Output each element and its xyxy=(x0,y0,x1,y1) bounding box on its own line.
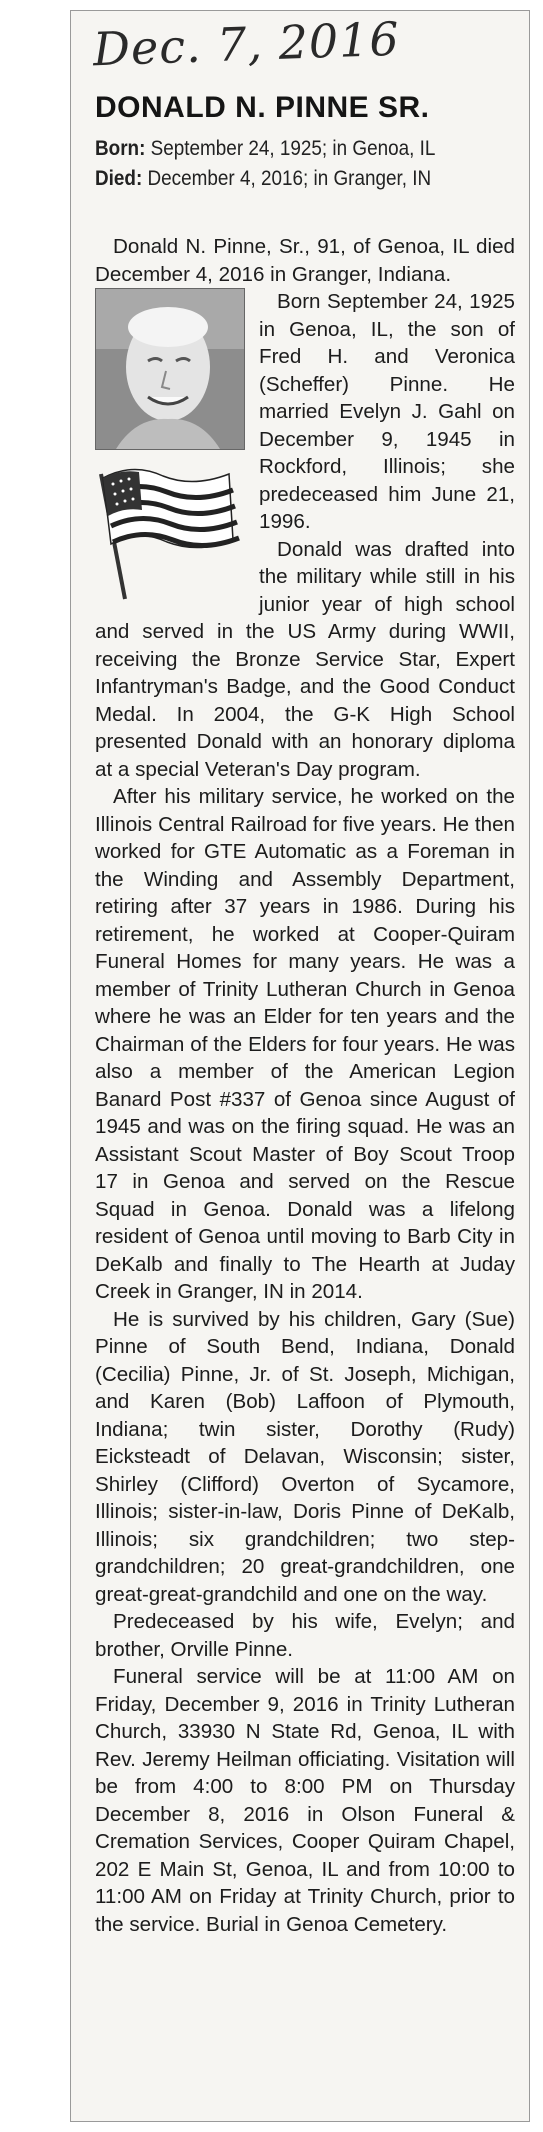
paragraph-survivors: He is survived by his children, Gary (Sue) Pinne of South Bend, Indiana, Donald (Cecilia) Pinne, Jr. of St. Joseph, Michigan, and Karen (Bob) Laffoon of Plymouth, Indiana; twin sister, Dorothy (Rudy) Eicksteadt of Delavan, Wisconsin; sister, Shirley (Clifford) Overton of Sycamore, Illinois; sister-in-law, Doris Pinne of DeKalb, Illinois; six grandchildren; two step-grandchildren; 20 great-grandchildren, one great-great-grandchild and one on the way. xyxy=(95,1307,515,1606)
obituary-body xyxy=(95,233,515,1938)
paragraph-career: After his military service, he worked on the Illinois Central Railroad for five years. He then worked for GTE Automatic as a Foreman in the Winding and Assembly Department, retiring after 37 years in 1986. During his retirement, he worked at Cooper-Quiram Funeral Homes for many years. He was a member of Trinity Lutheran Church in Genoa where he was an Elder for ten years and the Chairman of the Elders for four years. He was also a member of the American Legion Banard Post #337 of Genoa since August of 1945 and was on the firing squad. He was an Assistant Scout Master of Boy Scout Troop 17 in Genoa and served on the Rescue Squad in Genoa. Donald was a lifelong resident of Genoa until moving to Barb City in DeKalb and finally to The Hearth at Juday Creek in Granger, IN in 2014. xyxy=(95,785,515,1303)
obituary-name: DONALD N. PINNE SR. xyxy=(95,91,430,124)
vital-dates xyxy=(95,134,473,194)
paragraph-military: Donald was drafted into the military while still in his junior year of high school and served in the US Army during WWII, receiving the Bronze Service Star, Expert Infantryman's Badge, and the Good Conduct Medal. In 2004, the G-K High School presented Donald with an honorary diploma at a special Veteran's Day program. xyxy=(95,537,515,781)
died-value: December 4, 2016; in Granger, IN xyxy=(147,167,432,190)
paragraph-birth: Born September 24, 1925 in Genoa, IL, the son of Fred H. and Veronica (Scheffer) Pinne. He married Evelyn J. Gahl on December 9, 1945 in Rockford, Illinois; she predeceased him June 21, 1996. xyxy=(259,290,515,533)
obituary-clipping xyxy=(70,10,530,2122)
portrait-image xyxy=(96,289,244,449)
born-value: September 24, 1925; in Genoa, IL xyxy=(150,137,436,160)
paragraph-services: Funeral service will be at 11:00 AM on Friday, December 9, 2016 in Trinity Lutheran Church, 33930 N State Rd, Genoa, IL with Rev. Jeremy Heilman officiating. Visitation will be from 4:00 to 8:00 PM on Thursday December 8, 2016 in Olson Funeral & Cremation Services, Cooper Quiram Chapel, 202 E Main St, Genoa, IL and from 10:00 to 11:00 AM on Friday at Trinity Church, prior to the service. Burial in Genoa Cemetery. xyxy=(95,1665,515,1936)
paragraph-predeceased: Predeceased by his wife, Evelyn; and brother, Orville Pinne. xyxy=(95,1610,515,1661)
portrait-photo xyxy=(95,288,245,450)
born-line xyxy=(95,134,435,164)
died-label: Died: xyxy=(95,167,143,190)
paragraph-intro: Donald N. Pinne, Sr., 91, of Genoa, IL died December 4, 2016 in Granger, Indiana. xyxy=(95,235,515,286)
american-flag-icon xyxy=(95,464,245,604)
handwritten-date: Dec. 7, 2016 xyxy=(92,11,401,77)
died-line xyxy=(95,164,435,194)
born-label: Born: xyxy=(95,137,146,160)
